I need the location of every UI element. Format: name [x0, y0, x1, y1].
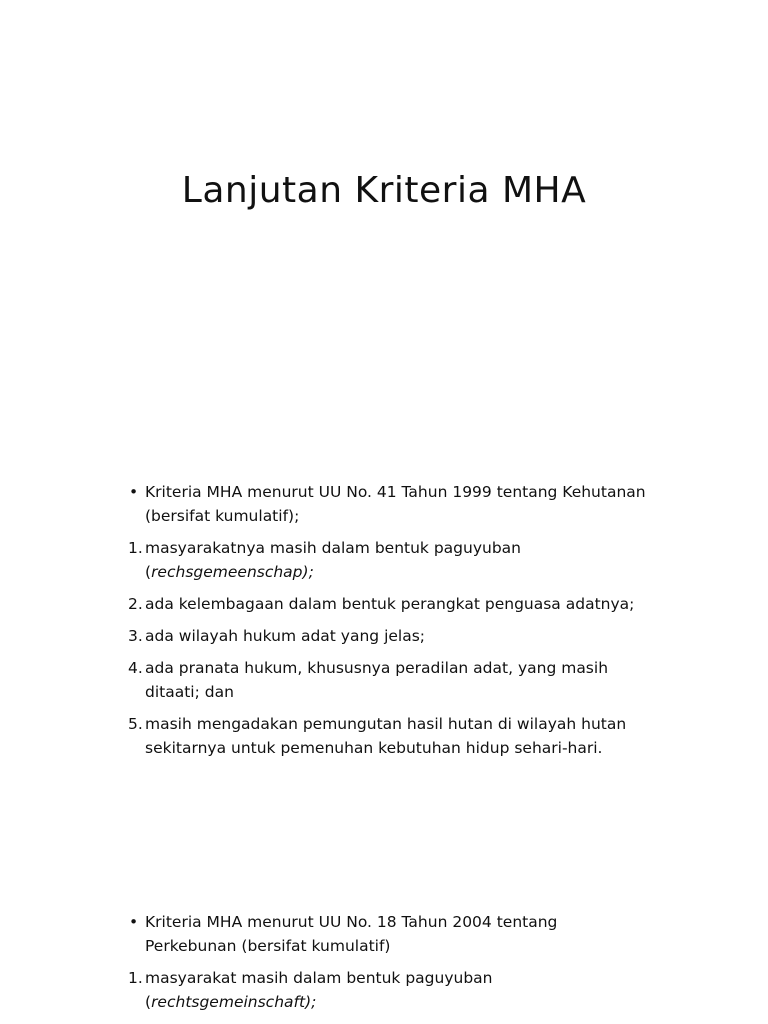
item-number: 5. — [128, 715, 143, 733]
item-number: 3. — [128, 627, 143, 645]
item-italic-text: rechtsgemeinschaft); — [151, 993, 317, 1011]
item-number: 1. — [128, 969, 143, 987]
item-number: 2. — [128, 595, 143, 613]
page-title: Lanjutan Kriteria MHA — [181, 170, 587, 211]
list-item — [128, 656, 648, 704]
list-item — [128, 712, 648, 760]
item-number: 1. — [128, 539, 143, 557]
item-text: ada pranata hukum, khususnya peradilan adat, yang masih ditaati; dan — [145, 659, 609, 701]
intro-text: Kriteria MHA menurut UU No. 18 Tahun 2004 tentang Perkebunan (bersifat kumulatif) — [145, 913, 558, 955]
bullet-icon: • — [129, 483, 139, 501]
section-intro — [128, 480, 648, 528]
item-italic-text: rechsgemeenschap); — [151, 563, 314, 581]
list-item — [128, 624, 648, 648]
list-item — [128, 536, 648, 584]
criteria-section-uu-18-2004 — [128, 910, 648, 1022]
criteria-section-uu-41-1999 — [128, 480, 648, 768]
item-text: masyarakatnya masih dalam bentuk paguyuban ( — [145, 539, 521, 581]
item-number: 4. — [128, 659, 143, 677]
list-item — [128, 592, 648, 616]
item-text: ada wilayah hukum adat yang jelas; — [145, 627, 426, 645]
item-text: ada kelembagaan dalam bentuk perangkat penguasa adatnya; — [145, 595, 635, 613]
item-text: masyarakat masih dalam bentuk paguyuban ( — [145, 969, 493, 1011]
list-item — [128, 966, 648, 1014]
item-text: masih mengadakan pemungutan hasil hutan di wilayah hutan sekitarnya untuk pemenuhan kebutuhan hidup sehari-hari. — [145, 715, 627, 757]
section-intro — [128, 910, 648, 958]
intro-text: Kriteria MHA menurut UU No. 41 Tahun 1999 tentang Kehutanan (bersifat kumulatif); — [145, 483, 646, 525]
bullet-icon: • — [129, 913, 139, 931]
